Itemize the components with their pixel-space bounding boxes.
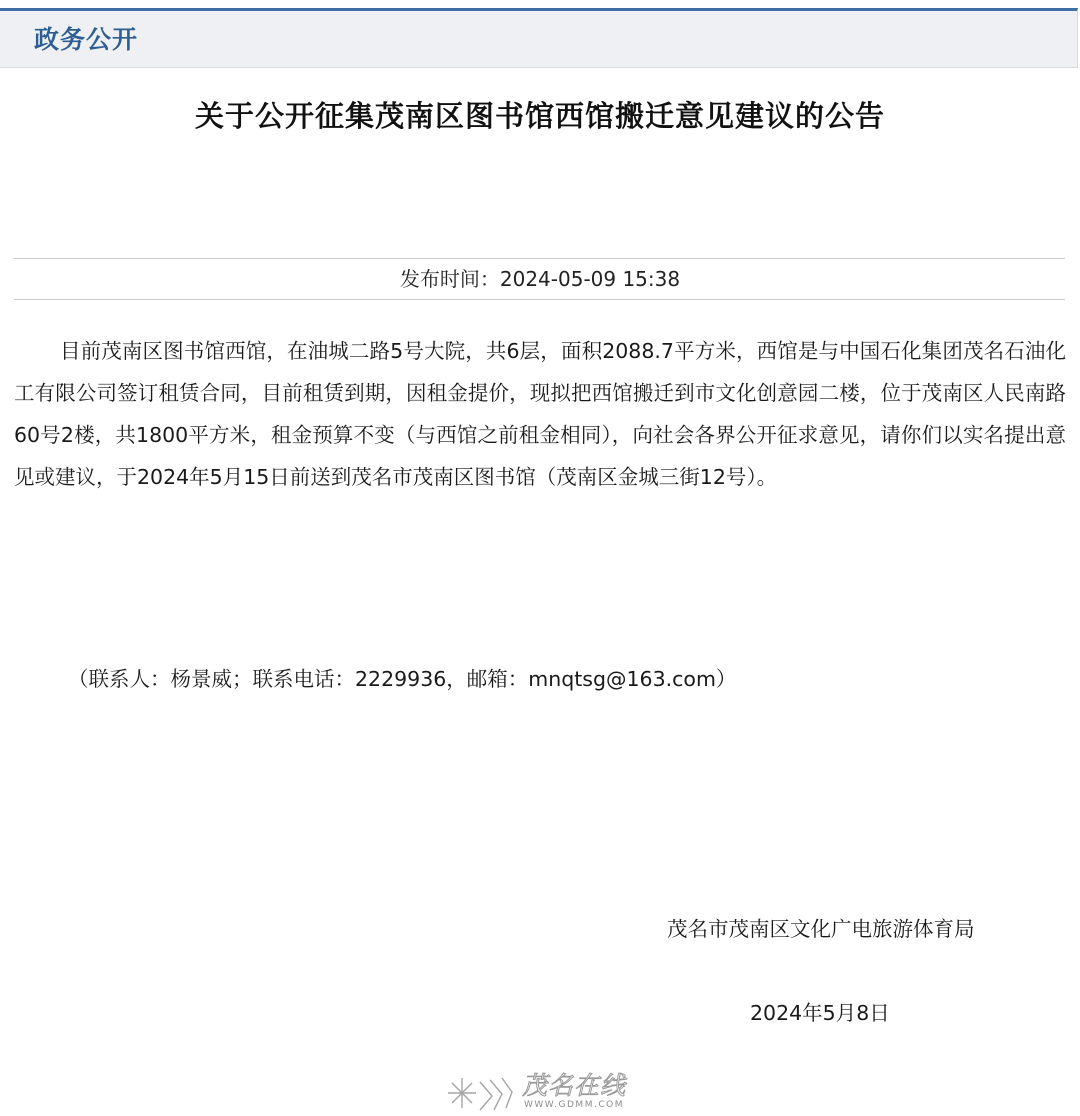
meta-divider-top [14, 258, 1065, 259]
watermark-site-name: 茂名在线 [522, 1071, 627, 1100]
star-logo-icon [440, 1070, 520, 1114]
watermark-url: WWW.GDMM.COM [524, 1100, 624, 1110]
section-header [0, 8, 1078, 68]
site-watermark [440, 1070, 650, 1114]
issuing-authority: 茂名市茂南区文化广电旅游体育局 [667, 917, 975, 941]
contact-info: （联系人：杨景威；联系电话：2229936，邮箱：mnqtsg@163.com） [68, 667, 737, 691]
meta-divider-bottom [14, 299, 1065, 300]
publish-time: 发布时间：2024-05-09 15:38 [399, 267, 681, 291]
article-body: 目前茂南区图书馆西馆，在油城二路5号大院，共6层，面积2088.7平方米，西馆是与中国石化集团茂名石油化工有限公司签订租赁合同，目前租赁到期，因租金提价，现拟把西馆搬迁到市文化创意园二楼，位于茂南区人民南路60号2楼，共1800平方米，租金预算不变（与西馆之前租金相同），向社会各界公开征求意见，请你们以实名提出意见或建议，于2024年5月15日前送到茂名市茂南区图书馆（茂南区金城三街12号）。 [14, 339, 1066, 489]
section-title: 政务公开 [34, 25, 139, 54]
article-title: 关于公开征集茂南区图书馆西馆搬迁意见建议的公告 [194, 99, 885, 133]
issue-date: 2024年5月8日 [750, 1001, 890, 1025]
